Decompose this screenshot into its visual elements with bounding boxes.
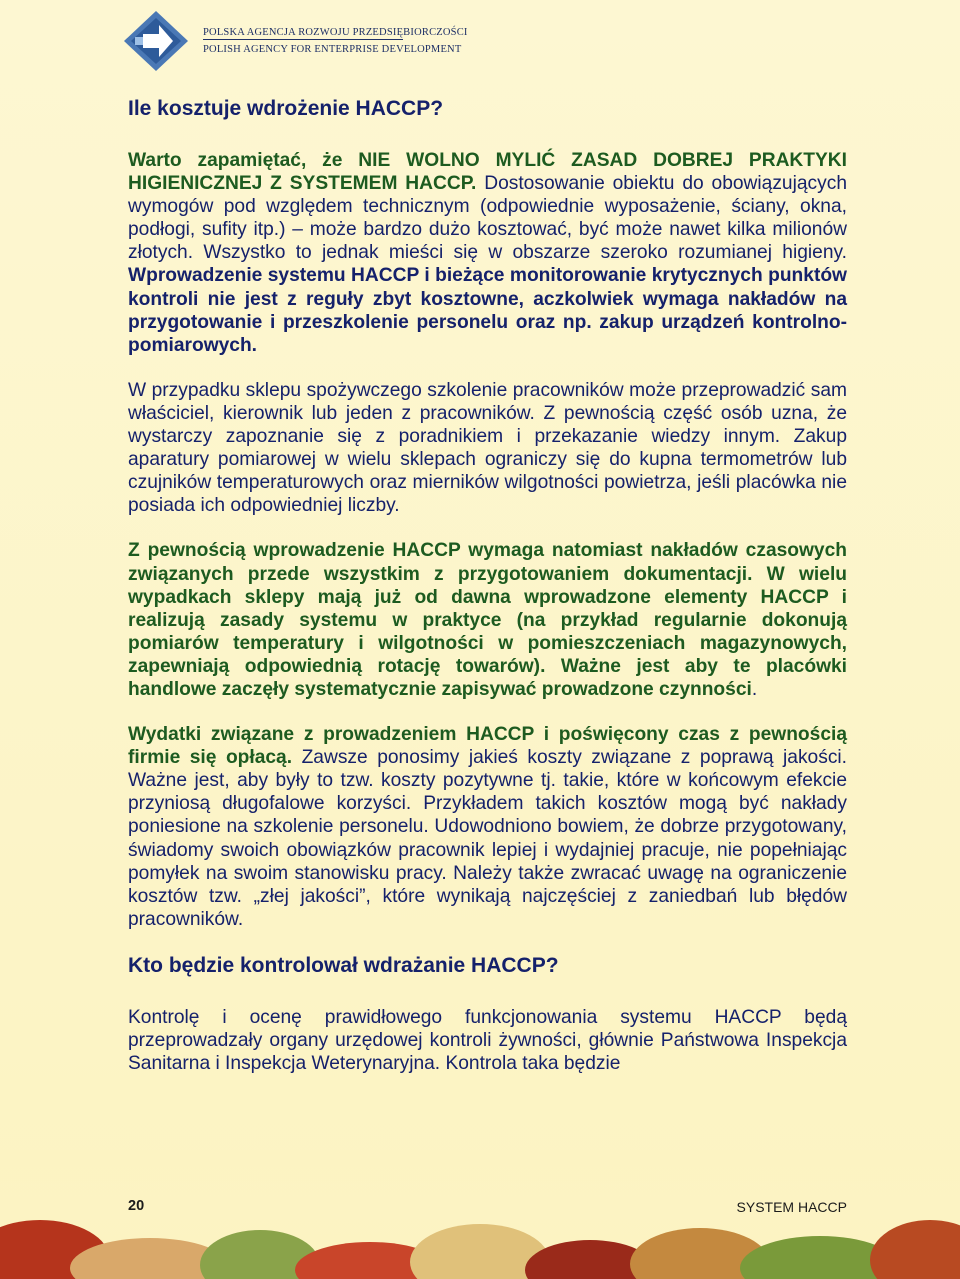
section-heading-cost: Ile kosztuje wdrożenie HACCP? bbox=[128, 97, 444, 120]
paragraph-shop-training: W przypadku sklepu spożywczego szkolenie pracowników może przeprowadzić sam właściciel, kierownik lub jeden z pracowników. Z pewnością część osób uzna, że wystarczy zapoznanie się z poradnikiem i przekazanie wiedzy innym. Zakup aparatury pomiarowej w wielu sklepach ograniczy się do kupna termometrów lub czujników temperaturowych oraz mierników wilgotności powietrza, jeśli placówka nie posiada ich odpowiedniej liczby. bbox=[128, 379, 847, 517]
body-text: Zawsze ponosimy jakieś koszty związane z poprawą jakości. Ważne jest, aby były to tzw. koszty pozytywne tj. takie, które w końcowym efekcie przyniosą długofalowe korzyści. Przykładem takich kosztów mogą być nakłady poniesione na szkolenie personelu. Udowodniono bowiem, że dobrze przygotowany, świadomy swoich obowiązków pracownik lepiej i wydajniej pracuje, nie popełniając pomyłek na swoim stanowisku pracy. Należy także zwracać uwagę na ograniczenie kosztów tzw. „złej jakości”, które wynikają najczęściej z zaniedbań lub błędów pracowników. bbox=[128, 747, 848, 930]
body-text: Dostosowanie obiektu do obowiązujących wymogów pod względem technicznym (odpowiednie wyposażenie, ściany, okna, podłogi, sufity itp.) – może bardzo dużo kosztować, być może nawet kilka milionów złotych. Wszystko to jednak mieści się w obszarze szeroko rozumianej higieny. bbox=[128, 173, 847, 264]
body-text: . bbox=[751, 678, 758, 700]
highlight-text: Z pewnością wprowadzenie HACCP wymaga natomiast nakładów czasowych związanych przede wszystkim z przygotowaniem dokumentacji. W wielu wypadkach sklepy mają już od dawna wprowadzone elementy HACCP i realizują zasady systemu w praktyce (na przykład regularnie dokonują pomiarów temperatury i wilgotności w pomieszczeniach magazynowych, zapewniają odpowiednią rotację towarów). Ważne jest aby te placówki handlowe zaczęły systematycznie zapisywać prowadzone czynności bbox=[128, 540, 847, 700]
bold-text: Wprowadzenie systemu HACCP i bieżące monitorowanie krytycznych punktów kontroli nie jest z reguły zbyt kosztowne, aczkolwiek wymaga nakładów na przygotowanie i przeszkolenie personelu oraz np. zakup urządzeń kontrolno-pomiarowych. bbox=[128, 265, 847, 356]
logo-line-polish: POLSKA AGENCJA ROZWOJU PRZEDSIĘBIORCZOŚCI bbox=[203, 27, 468, 38]
paragraph-cost-intro bbox=[128, 149, 847, 357]
logo-divider bbox=[203, 39, 403, 40]
page-number: 20 bbox=[128, 1198, 145, 1214]
running-title: SYSTEM HACCP bbox=[736, 1199, 847, 1215]
paragraph-quality-costs bbox=[128, 723, 847, 931]
paragraph-time-costs bbox=[128, 539, 847, 701]
parp-logo-icon bbox=[123, 10, 189, 72]
agency-logo bbox=[123, 10, 468, 70]
paragraph-control-intro: Kontrolę i ocenę prawidłowego funkcjonowania systemu HACCP będą przeprowadzały organy urzędowej kontroli żywności, głównie Państwowa Inspekcja Sanitarna i Inspekcja Weterynaryjna. Kontrola taka będzie bbox=[128, 1006, 847, 1075]
logo-line-english: POLISH AGENCY FOR ENTERPRISE DEVELOPMENT bbox=[203, 44, 462, 55]
highlight-text: Wydatki związane z prowadzeniem HACCP i poświęcony czas z pewnością firmie się opłacą. bbox=[128, 724, 847, 769]
highlight-text: Warto zapamiętać, że NIE WOLNO MYLIĆ ZASAD DOBREJ PRAKTYKI HIGIENICZNEJ Z SYSTEMEM HACCP. bbox=[128, 150, 847, 195]
page-content bbox=[128, 96, 847, 1075]
section-heading-control: Kto będzie kontrolował wdrażanie HACCP? bbox=[128, 953, 559, 977]
